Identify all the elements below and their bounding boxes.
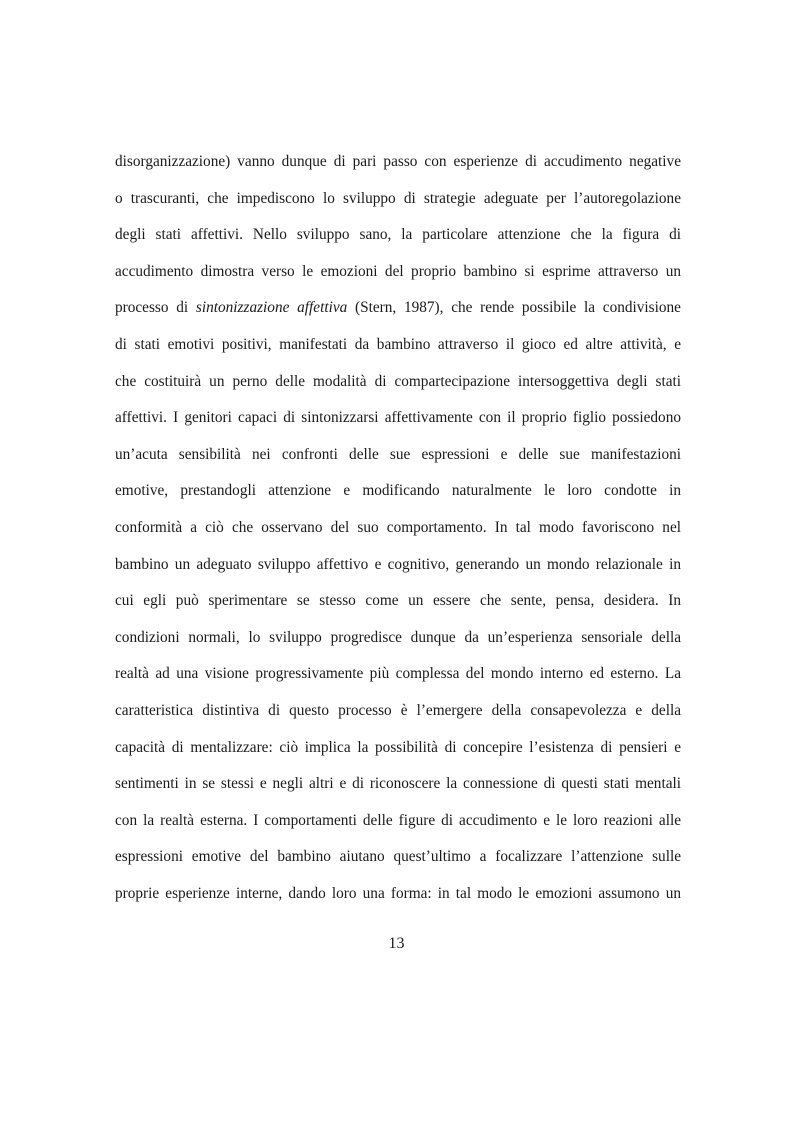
text-line: proprie esperienze interne, dando loro una forma: in tal modo le emozioni assumono un [115, 884, 681, 902]
text-line: espressioni emotive del bambino aiutano quest’ultimo a focalizzare l’attenzione sulle [115, 848, 681, 866]
text-line: degli stati affettivi. Nello sviluppo sano, la particolare attenzione che la figura di [115, 226, 681, 244]
text-line: condizioni normali, lo sviluppo progredisce dunque da un’esperienza sensoriale della [115, 628, 681, 646]
text-line: bambino un adeguato sviluppo affettivo e cognitivo, generando un mondo relazionale in [115, 555, 681, 573]
text-line: disorganizzazione) vanno dunque di pari passo con esperienze di accudimento negative [115, 153, 681, 170]
text-line: emotive, prestandogli attenzione e modificando naturalmente le loro condotte in [115, 482, 681, 500]
text-line: affettivi. I genitori capaci di sintonizzarsi affettivamente con il proprio figlio possiedono [115, 409, 681, 427]
page-number: 13 [388, 935, 405, 952]
text-line: capacità di mentalizzare: ciò implica la possibilità di concepire l’esistenza di pensieri e [115, 738, 681, 756]
italic-term: sintonizzazione affettiva [195, 299, 348, 317]
text-line: conformità a ciò che osservano del suo comportamento. In tal modo favoriscono nel [115, 518, 681, 536]
text-line: o trascuranti, che impediscono lo sviluppo di strategie adeguate per l’autoregolazione [115, 189, 681, 207]
body-paragraph [115, 144, 681, 912]
text-line: realtà ad una visione progressivamente più complessa del mondo interno ed esterno. La [115, 665, 681, 683]
text-line: caratteristica distintiva di questo processo è l’emergere della consapevolezza e della [115, 701, 681, 719]
text-segment: processo di [115, 299, 196, 317]
text-line: che costituirà un perno delle modalità di compartecipazione intersoggettiva degli stati [115, 372, 681, 390]
text-line: di stati emotivi positivi, manifestati da bambino attraverso il gioco ed altre attività, e [115, 335, 681, 353]
text-line: un’acuta sensibilità nei confronti delle sue espressioni e delle sue manifestazioni [115, 445, 681, 463]
text-line: cui egli può sperimentare se stesso come un essere che sente, pensa, desidera. In [115, 592, 681, 610]
text-line: con la realtà esterna. I comportamenti delle figure di accudimento e le loro reazioni alle [115, 811, 681, 829]
text-line: accudimento dimostra verso le emozioni del proprio bambino si esprime attraverso un [115, 262, 681, 280]
text-line [115, 290, 681, 327]
text-line: sentimenti in se stessi e negli altri e di riconoscere la connessione di questi stati mentali [115, 775, 681, 793]
text-segment: (Stern, 1987), che rende possibile la condivisione [347, 299, 681, 317]
